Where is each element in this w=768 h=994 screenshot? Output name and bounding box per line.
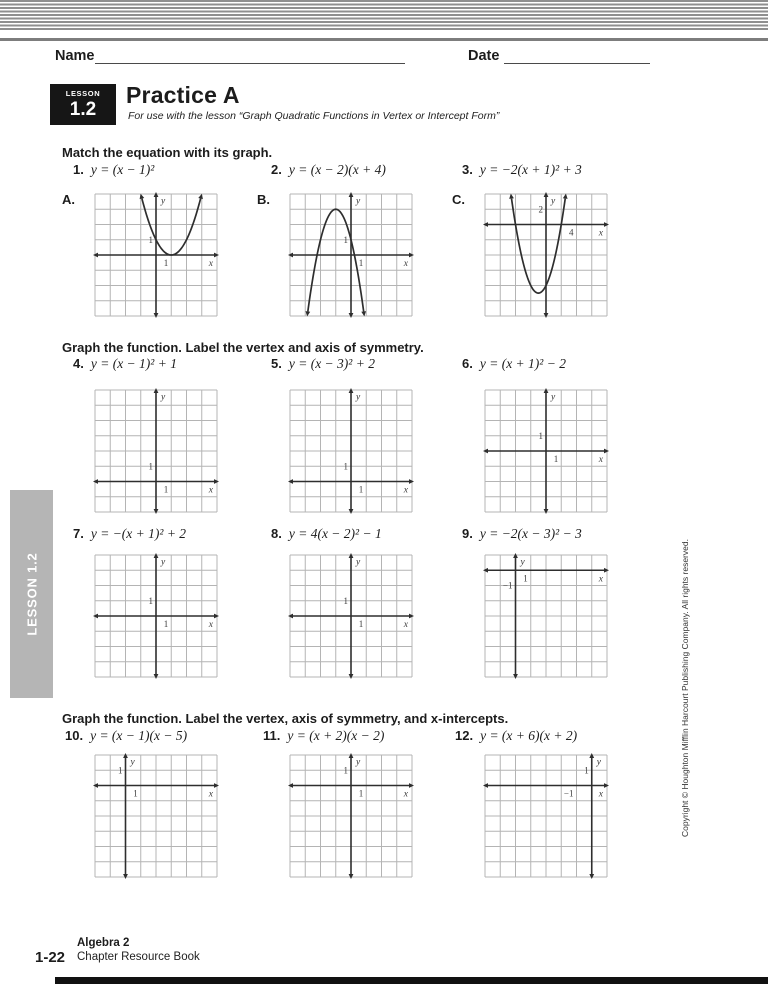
y-axis-label: y [596,757,601,768]
problem-4 [73,356,177,372]
problem-number: 11. [263,728,281,743]
x-tick-label: 1 [133,788,138,799]
y-tick-label: 1 [148,595,153,606]
problem-number: 5. [271,356,282,371]
section-heading-1: Match the equation with its graph. [62,145,273,160]
problem-equation: y = (x − 3)² + 2 [288,356,375,371]
graph-grid-8 [290,555,412,677]
footer-book-title: Algebra 2 [77,937,130,949]
problem-equation: y = (x + 6)(x + 2) [480,728,578,743]
problem-equation: y = (x − 1)² [90,162,155,177]
y-axis-label: y [356,196,361,207]
problem-number: 2. [271,162,282,177]
graph-grid-11 [290,755,412,877]
x-axis-label: x [208,789,213,800]
graph-tag-C: C. [452,192,465,207]
problem-9 [462,526,582,542]
y-axis-label: y [161,392,166,403]
y-axis-label: y [356,392,361,403]
date-label: Date [468,48,500,64]
problem-equation: y = (x + 2)(x − 2) [287,728,385,743]
problem-equation: y = (x − 1)(x − 5) [90,728,188,743]
graph-tag-A: A. [62,192,75,207]
graph-grid-4 [95,390,217,512]
page-subtitle: For use with the lesson “Graph Quadratic Functions in Vertex or Intercept Form” [128,110,500,122]
x-tick-label: −1 [563,788,574,799]
x-axis-label: x [598,455,603,465]
section-heading-3: Graph the function. Label the vertex, axis of symmetry, and x-intercepts. [62,711,509,726]
y-axis-label: y [356,557,361,568]
problem-equation: y = (x − 1)² + 1 [90,356,177,371]
x-tick-label: 1 [358,619,364,629]
problem-equation: y = −(x + 1)² + 2 [90,526,187,541]
x-axis-label: x [208,259,213,269]
name-label: Name [55,48,95,64]
problem-5 [271,356,375,372]
lesson-side-tab [10,490,53,698]
graph-grid-5 [290,390,412,512]
problem-3 [462,162,582,178]
x-tick-label: 4 [569,227,574,238]
problem-number: 1. [73,162,84,177]
bottom-bar [55,977,768,984]
y-axis-label: y [551,392,556,403]
problem-number: 12. [455,728,474,743]
y-tick-label: 1 [118,765,123,776]
problem-equation: y = (x − 2)(x + 4) [288,162,386,177]
problem-equation: y = 4(x − 2)² − 1 [288,526,382,541]
y-tick-label: −1 [502,580,513,591]
footer-series-title: Chapter Resource Book [77,951,200,963]
x-axis-label: x [403,620,408,630]
x-tick-label: 1 [163,258,169,268]
y-axis-label: y [520,557,525,568]
graph-grid-9 [485,555,607,677]
x-tick-label: 1 [553,454,559,464]
y-axis-label: y [161,196,166,207]
problem-6 [462,356,566,372]
y-tick-label: 1 [343,234,348,245]
graph-grid-10 [95,755,217,877]
problem-number: 6. [462,356,473,371]
problem-2 [271,162,386,178]
problem-equation: y = −2(x − 3)² − 3 [479,526,582,541]
y-tick-label: 1 [343,461,348,472]
problem-number: 8. [271,526,282,541]
x-tick-label: 1 [358,258,364,268]
problem-1 [73,162,154,178]
problem-number: 7. [73,526,84,541]
copyright-text: Copyright © Houghton Mifflin Harcourt Publishing Company. All rights reserved. [680,539,690,837]
graph-grid-12 [485,755,607,877]
y-tick-label: 1 [343,595,348,606]
x-tick-label: 1 [163,619,169,629]
y-tick-label: 1 [148,461,153,472]
y-axis-label: y [130,757,135,768]
top-stripe-baseline [0,38,768,41]
graph-grid-B [290,194,412,316]
y-tick-label: 1 [584,765,589,776]
date-line [504,48,650,64]
graph-tag-B: B. [257,192,270,207]
x-axis-label: x [403,259,408,269]
footer-page-number: 1-22 [35,949,66,966]
x-axis-label: x [598,574,603,585]
problem-equation: y = −2(x + 1)² + 3 [479,162,582,177]
graph-grid-A [95,194,217,316]
section-heading-2: Graph the function. Label the vertex and axis of symmetry. [62,340,424,355]
x-tick-label: 1 [163,484,169,495]
x-axis-label: x [598,228,603,239]
x-tick-label: 1 [358,788,364,799]
x-axis-label: x [598,789,603,800]
graph-grid-C [485,194,607,316]
problem-8 [271,526,382,542]
x-axis-label: x [403,789,408,800]
y-axis-label: y [161,557,166,568]
y-tick-label: 2 [538,204,543,215]
x-axis-label: x [208,620,213,630]
lesson-side-tab-label: LESSON 1.2 [24,552,39,636]
problem-11 [263,728,384,744]
y-tick-label: 1 [538,430,543,441]
y-tick-label: 1 [343,765,348,776]
problem-equation: y = (x + 1)² − 2 [479,356,566,371]
page-title: Practice A [126,82,240,108]
x-tick-label: 1 [523,573,528,584]
y-axis-label: y [356,757,361,768]
graph-grid-6 [485,390,607,512]
lesson-badge-number: 1.2 [69,98,97,120]
top-stripe-band [0,0,768,31]
name-line [95,48,405,64]
problem-7 [73,526,186,542]
x-axis-label: x [208,485,213,496]
problem-number: 4. [73,356,84,371]
problem-number: 10. [65,728,84,743]
x-axis-label: x [403,485,408,496]
y-axis-label: y [551,196,556,207]
graph-grid-7 [95,555,217,677]
problem-number: 3. [462,162,473,177]
lesson-badge-word: LESSON [65,89,101,99]
problem-number: 9. [462,526,473,541]
y-tick-label: 1 [148,234,153,245]
x-tick-label: 1 [358,484,364,495]
problem-12 [455,728,577,744]
lesson-badge [50,84,116,125]
problem-10 [65,728,187,744]
